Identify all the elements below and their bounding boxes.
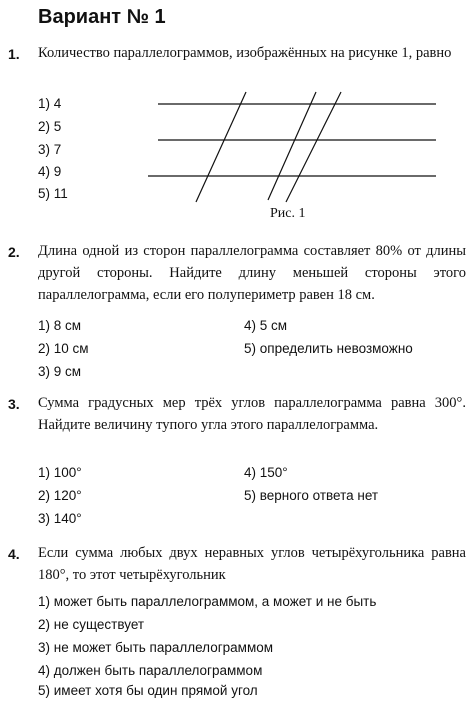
question-3-option-4: 4) 150° (244, 465, 288, 480)
question-4-option-2: 2) не существует (38, 617, 145, 632)
question-1-option-1: 1) 4 (38, 96, 62, 111)
question-2-option-1: 1) 8 см (38, 318, 82, 333)
slanted-line-1 (196, 92, 246, 202)
question-2-option-3: 3) 9 см (38, 364, 82, 379)
figure-1-caption: Рис. 1 (270, 206, 306, 221)
question-3-option-2: 2) 120° (38, 488, 82, 503)
question-4-option-5: 5) имеет хотя бы один прямой угол (38, 683, 258, 698)
question-1-option-3: 3) 7 (38, 142, 62, 157)
question-4-number: 4. (8, 546, 20, 562)
question-2-option-5: 5) определить невозможно (244, 341, 413, 356)
slanted-line-3 (286, 92, 341, 202)
page-title: Вариант № 1 (38, 6, 166, 28)
question-2-number: 2. (8, 244, 20, 260)
question-3-text: Сумма градусных мер трёх углов параллелограмма равна 300°. Найдите величину тупого угла этого параллелограмма. (38, 395, 466, 433)
slanted-line-2 (268, 92, 316, 200)
question-1-text: Количество параллелограммов, изображённых на рисунке 1, равно (38, 45, 452, 61)
question-1-option-2: 2) 5 (38, 119, 62, 134)
question-4-text: Если сумма любых двух неравных углов четырёхугольника равна 180°, то этот четырёхугольник (38, 545, 466, 583)
question-3-option-3: 3) 140° (38, 511, 82, 526)
question-3-number: 3. (8, 396, 20, 412)
question-2-text: Длина одной из сторон параллелограмма составляет 80% от длины другой стороны. Найдите длину меньшей стороны этого параллелограмма, если его полупериметр равен 18 см. (38, 243, 466, 303)
question-4-option-1: 1) может быть параллелограммом, а может и не быть (38, 594, 377, 609)
question-3-option-1: 1) 100° (38, 465, 82, 480)
question-3-option-5: 5) верного ответа нет (244, 488, 379, 503)
question-4-option-3: 3) не может быть параллелограммом (38, 640, 274, 655)
question-1-number: 1. (8, 46, 20, 62)
question-2-option-4: 4) 5 см (244, 318, 288, 333)
question-1-option-5: 5) 11 (38, 186, 68, 201)
question-1-option-4: 4) 9 (38, 164, 62, 179)
question-2-option-2: 2) 10 см (38, 341, 89, 356)
question-4-option-4: 4) должен быть параллелограммом (38, 663, 263, 678)
